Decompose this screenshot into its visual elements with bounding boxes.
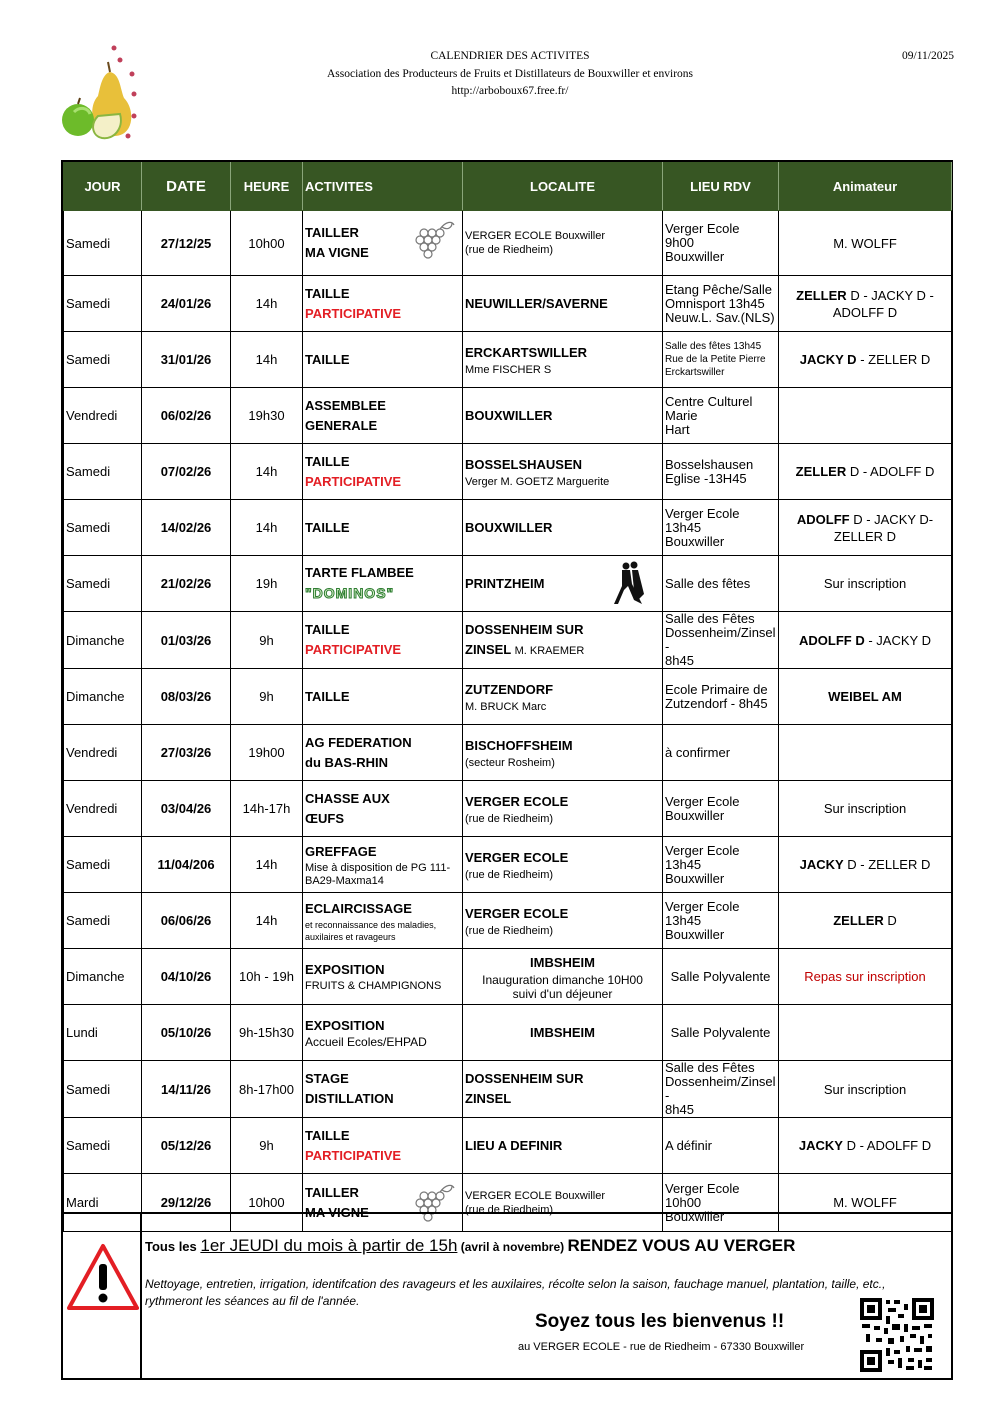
locality-cell: IMBSHEIM <box>463 1005 663 1061</box>
meeting-line: Bouxwiller <box>665 926 725 942</box>
table-row <box>64 1005 952 1061</box>
heure-cell: 14h <box>231 444 303 500</box>
activity-detail: Accueil Ecoles/EHPAD <box>305 1035 427 1049</box>
grapes-icon <box>412 217 456 263</box>
heure-cell: 14h <box>231 332 303 388</box>
animator-lead: ZELLER <box>795 464 847 479</box>
meeting-line: 10h00 <box>665 1194 702 1210</box>
locality-cell <box>463 444 663 500</box>
animator-cell <box>779 1118 952 1174</box>
date-cell: 14/02/26 <box>142 500 231 556</box>
heure-cell: 19h00 <box>231 725 303 781</box>
table-row <box>64 1061 952 1118</box>
locality-detail: (secteur Rosheim) <box>465 756 555 769</box>
locality-name: ERCKARTSWILLER <box>465 344 588 360</box>
table-row <box>64 444 952 500</box>
heure-cell: 14h <box>231 500 303 556</box>
locality-detail: (rue de Riedheim) <box>465 924 554 937</box>
document-date: 09/11/2025 <box>902 50 954 62</box>
activity-detail: et reconnaissance des maladies, auxilaires et ravageurs <box>305 919 437 942</box>
locality-cell <box>463 781 663 837</box>
activity-line: EXPOSITION <box>305 962 385 977</box>
table-header-row <box>64 163 952 211</box>
meeting-line: Verger Ecole <box>665 505 740 521</box>
animator-cell: Sur inscription <box>779 556 952 612</box>
jour-cell: Samedi <box>64 444 142 500</box>
meeting-line: Rue de la Petite Pierre <box>665 354 766 365</box>
activity-line: AG FEDERATION <box>305 734 412 750</box>
date-cell: 07/02/26 <box>142 444 231 500</box>
date-cell: 27/03/26 <box>142 725 231 781</box>
locality-cell: NEUWILLER/SAVERNE <box>463 276 663 332</box>
jour-cell: Vendredi <box>64 388 142 444</box>
meeting-line: Ecole Primaire de <box>665 681 768 697</box>
activity-cell <box>303 556 463 612</box>
locality-detail: Inauguration dimanche 10H00 <box>482 972 643 987</box>
animator-rest: - ZELLER D <box>856 352 931 367</box>
meeting-place-cell <box>663 893 779 949</box>
heure-cell: 8h-17h00 <box>231 1061 303 1118</box>
activity-line: PARTICIPATIVE <box>305 642 402 657</box>
activity-line: GENERALE <box>305 417 378 433</box>
heure-cell: 10h - 19h <box>231 949 303 1005</box>
activity-line: DISTILLATION <box>305 1091 394 1106</box>
meeting-line: Verger Ecole <box>665 793 740 809</box>
heure-cell: 19h30 <box>231 388 303 444</box>
meeting-place-cell <box>663 612 779 669</box>
animator-rest: D - ADOLFF D <box>842 1138 932 1153</box>
animator-lead: ZELLER <box>833 913 884 928</box>
animator-lead: JACKY <box>798 1138 843 1153</box>
heure-cell: 9h <box>231 612 303 669</box>
activity-cell: TAILLE <box>303 332 463 388</box>
activity-line: TAILLE <box>305 622 350 637</box>
animator-cell <box>779 725 952 781</box>
date-cell: 27/12/25 <box>142 211 231 276</box>
meeting-line: Zutzendorf - 8h45 <box>665 695 768 711</box>
meeting-place-cell <box>663 332 779 388</box>
dancers-icon <box>610 560 650 608</box>
animator-cell <box>779 500 952 556</box>
locality-name: BOSSELSHAUSEN <box>465 456 583 472</box>
animator-cell: Repas sur inscription <box>779 949 952 1005</box>
activity-cell <box>303 949 463 1005</box>
animator-rest: D - JACKY D- ZELLER D <box>833 511 934 544</box>
date-cell: 05/10/26 <box>142 1005 231 1061</box>
locality-cell <box>463 837 663 893</box>
meeting-place-cell <box>663 837 779 893</box>
locality-cell: BOUXWILLER <box>463 500 663 556</box>
locality-name: VERGER ECOLE <box>465 849 569 865</box>
activity-cell <box>303 612 463 669</box>
locality-name: VERGER ECOLE Bouxwiller <box>465 1189 605 1202</box>
activity-cell <box>303 1061 463 1118</box>
warning-icon <box>67 1242 139 1312</box>
meeting-line: Etang Pêche/Salle <box>665 281 772 297</box>
welcome-text: Soyez tous les bienvenus !! <box>535 1311 785 1332</box>
locality-detail: Verger M. GOETZ Marguerite <box>465 475 610 488</box>
meeting-line: 8h45 <box>665 653 694 668</box>
table-row <box>64 332 952 388</box>
activity-line: PARTICIPATIVE <box>305 473 402 489</box>
activity-line: PARTICIPATIVE <box>305 305 402 321</box>
locality-name: BISCHOFFSHEIM <box>465 737 573 753</box>
footer-note <box>63 1212 951 1380</box>
activity-cell <box>303 781 463 837</box>
animator-cell <box>779 332 952 388</box>
col-date: DATE <box>142 163 231 211</box>
meeting-line: 13h45 <box>665 856 702 872</box>
meeting-place-cell <box>663 1061 779 1118</box>
jour-cell: Vendredi <box>64 725 142 781</box>
locality-cell <box>463 725 663 781</box>
locality-cell <box>463 556 663 612</box>
locality-name-2: ZINSEL <box>465 641 511 657</box>
locality-detail: M. BRUCK Marc <box>465 700 547 713</box>
activity-line: PARTICIPATIVE <box>305 1147 402 1163</box>
locality-detail: M. KRAEMER <box>514 644 585 657</box>
monthly-meeting-line <box>145 1236 795 1256</box>
animator-cell <box>779 893 952 949</box>
meeting-line: Verger Ecole <box>665 898 740 914</box>
meeting-line: 8h45 <box>665 1102 694 1117</box>
activity-line: TAILLER <box>305 1184 359 1200</box>
heure-cell: 9h <box>231 669 303 725</box>
animator-cell: M. WOLFF <box>779 211 952 276</box>
activities-table <box>63 162 952 1232</box>
jour-cell: Samedi <box>64 556 142 612</box>
table-row <box>64 725 952 781</box>
date-cell: 29/12/26 <box>142 1174 231 1232</box>
meeting-line: Salle des Fêtes <box>665 611 755 626</box>
document-title: CALENDRIER DES ACTIVITES <box>430 50 590 62</box>
animator-cell <box>779 276 952 332</box>
activity-cell <box>303 1005 463 1061</box>
activity-line: GREFFAGE <box>305 843 377 859</box>
activity-line: ECLAIRCISSAGE <box>305 900 412 916</box>
meeting-place-cell <box>663 211 779 276</box>
locality-cell <box>463 612 663 669</box>
date-cell: 03/04/26 <box>142 781 231 837</box>
jour-cell: Samedi <box>64 1061 142 1118</box>
meeting-place-cell <box>663 781 779 837</box>
meeting-line: Bosselshausen <box>665 456 754 472</box>
col-jour: JOUR <box>64 163 142 211</box>
locality-detail: (rue de Riedheim) <box>465 1203 554 1216</box>
document-header <box>0 48 992 101</box>
table-row <box>64 388 952 444</box>
activity-cell <box>303 388 463 444</box>
jour-cell: Samedi <box>64 276 142 332</box>
animator-rest: D - ZELLER D <box>843 857 931 872</box>
activity-cell <box>303 444 463 500</box>
meeting-line: Eglise -13H45 <box>665 470 747 486</box>
animator-cell <box>779 669 952 725</box>
animator-cell: M. WOLFF <box>779 1174 952 1232</box>
activity-line: TAILLE <box>305 453 350 469</box>
animator-lead: ZELLER <box>796 287 847 303</box>
date-cell: 04/10/26 <box>142 949 231 1005</box>
animator-rest: D - JACKY D - ADOLFF D <box>832 287 934 320</box>
activity-cell <box>303 837 463 893</box>
meeting-line: Centre Culturel Marie <box>665 393 753 423</box>
date-cell: 24/01/26 <box>142 276 231 332</box>
animator-rest: - JACKY D <box>864 632 931 648</box>
meeting-line: Omnisport 13h45 <box>665 295 765 311</box>
locality-detail: (rue de Riedheim) <box>465 812 554 825</box>
meeting-line: Verger Ecole <box>665 1180 740 1196</box>
jour-cell: Vendredi <box>64 781 142 837</box>
meeting-place-cell <box>663 669 779 725</box>
table-row <box>64 949 952 1005</box>
meeting-line: 9h00 <box>665 235 694 250</box>
locality-name: VERGER ECOLE <box>465 905 569 921</box>
meeting-line: Bouxwiller <box>665 533 725 549</box>
locality-cell: BOUXWILLER <box>463 388 663 444</box>
activity-line: MA VIGNE <box>305 245 369 260</box>
date-cell: 11/04/206 <box>142 837 231 893</box>
locality-detail-2: suivi d'un déjeuner <box>512 986 613 1001</box>
animator-lead: ADOLFF D <box>799 632 865 648</box>
address-text: au VERGER ECOLE - rue de Riedheim - 67330 Bouxwiller <box>518 1341 805 1353</box>
date-cell: 06/02/26 <box>142 388 231 444</box>
table-row <box>64 556 952 612</box>
meeting-place-cell: A définir <box>663 1118 779 1174</box>
animator-cell <box>779 837 952 893</box>
activity-cell <box>303 276 463 332</box>
table-row <box>64 893 952 949</box>
activity-cell <box>303 725 463 781</box>
activity-line: MA VIGNE <box>305 1204 369 1220</box>
meeting-line: 13h45 <box>665 519 702 535</box>
activity-cell <box>303 893 463 949</box>
table-row <box>64 500 952 556</box>
locality-name: ZUTZENDORF <box>465 681 554 697</box>
heure-cell: 10h00 <box>231 1174 303 1232</box>
meeting-line: Bouxwiller <box>665 870 725 886</box>
animator-lead: JACKY <box>799 857 844 872</box>
meeting-line: Salle des fêtes 13h45 <box>665 341 762 352</box>
meeting-line: Verger Ecole <box>665 842 740 858</box>
animator-lead: ADOLFF <box>796 511 850 527</box>
animator-lead: WEIBEL AM <box>828 689 902 704</box>
activity-cell: TAILLE <box>303 669 463 725</box>
table-row <box>64 1118 952 1174</box>
qr-code-icon[interactable] <box>860 1298 934 1372</box>
locality-name: PRINTZHEIM <box>465 575 545 591</box>
locality-cell <box>463 332 663 388</box>
animator-cell <box>779 612 952 669</box>
meeting-line: Salle des Fêtes <box>665 1060 755 1075</box>
activity-line: ŒUFS <box>305 810 344 826</box>
meeting-line: Verger Ecole <box>665 221 740 236</box>
activity-cell: TAILLE <box>303 500 463 556</box>
activity-line: CHASSE AUX <box>305 790 390 806</box>
meeting-line: Bouxwiller <box>665 1208 725 1224</box>
date-cell: 01/03/26 <box>142 612 231 669</box>
locality-cell <box>463 949 663 1005</box>
meeting-place-cell: Salle des fêtes <box>663 556 779 612</box>
association-name: Association des Producteurs de Fruits et Distillateurs de Bouxwiller et environs <box>326 67 694 80</box>
meeting-place-cell <box>663 276 779 332</box>
meeting-line: Dossenheim/Zinsel - <box>665 625 776 654</box>
jour-cell: Samedi <box>64 893 142 949</box>
heure-cell: 9h <box>231 1118 303 1174</box>
note-highlight: 1er JEUDI du mois à partir de 15h <box>200 1236 458 1255</box>
activity-cell <box>303 211 463 276</box>
locality-detail: (rue de Riedheim) <box>465 868 554 881</box>
activity-line: TAILLE <box>305 1127 350 1143</box>
meeting-line: Erckartswiller <box>665 367 725 378</box>
animator-cell <box>779 388 952 444</box>
animator-rest: D <box>883 913 897 928</box>
jour-cell: Samedi <box>64 332 142 388</box>
activity-cell <box>303 1118 463 1174</box>
locality-cell <box>463 211 663 276</box>
meeting-place-cell <box>663 388 779 444</box>
date-cell: 21/02/26 <box>142 556 231 612</box>
col-activites: ACTIVITES <box>303 163 463 211</box>
meeting-place-cell: à confirmer <box>663 725 779 781</box>
heure-cell: 9h-15h30 <box>231 1005 303 1061</box>
col-lieu-rdv: LIEU RDV <box>663 163 779 211</box>
activity-line: "DOMINOS" <box>305 585 395 601</box>
table-row <box>64 276 952 332</box>
locality-cell <box>463 669 663 725</box>
animator-rest: D - ADOLFF D <box>846 464 935 479</box>
meeting-line: Bouxwiller <box>665 807 725 823</box>
date-cell: 06/06/26 <box>142 893 231 949</box>
heure-cell: 10h00 <box>231 211 303 276</box>
meeting-line: 13h45 <box>665 912 702 928</box>
col-animateur: Animateur <box>779 163 952 211</box>
jour-cell: Mardi <box>64 1174 142 1232</box>
animator-cell <box>779 1005 952 1061</box>
locality-cell: LIEU A DEFINIR <box>463 1118 663 1174</box>
locality-name: DOSSENHEIM SUR <box>465 1071 584 1086</box>
heure-cell: 14h <box>231 893 303 949</box>
jour-cell: Samedi <box>64 1118 142 1174</box>
note-description: Nettoyage, entretien, irrigation, identifcation des ravageurs et les auxilaires, récolte selon la saison, fauchage manuel, plantation, taille, etc., rythmeront les séances au fil de l'année. <box>145 1277 886 1308</box>
locality-name: VERGER ECOLE <box>465 793 569 809</box>
animator-cell: Sur inscription <box>779 781 952 837</box>
activity-line: ASSEMBLEE <box>305 397 386 413</box>
table-row <box>64 669 952 725</box>
locality-name: IMBSHEIM <box>530 954 595 970</box>
locality-name: DOSSENHEIM SUR <box>465 621 584 637</box>
jour-cell: Samedi <box>64 211 142 276</box>
table-row <box>64 837 952 893</box>
animator-cell: Sur inscription <box>779 1061 952 1118</box>
locality-detail: (rue de Riedheim) <box>465 244 554 256</box>
jour-cell: Dimanche <box>64 949 142 1005</box>
activity-line: STAGE <box>305 1071 349 1086</box>
meeting-place-cell: Salle Polyvalente <box>663 949 779 1005</box>
activity-line: TAILLER <box>305 225 359 240</box>
jour-cell: Dimanche <box>64 669 142 725</box>
date-cell: 31/01/26 <box>142 332 231 388</box>
meeting-line: Hart <box>665 421 690 437</box>
table-row <box>64 211 952 276</box>
animator-cell <box>779 444 952 500</box>
note-divider <box>140 1214 142 1380</box>
meeting-place-cell: Salle Polyvalente <box>663 1005 779 1061</box>
heure-cell: 14h <box>231 276 303 332</box>
locality-name: VERGER ECOLE Bouxwiller <box>465 230 605 242</box>
locality-detail: Mme FISCHER S <box>465 363 552 376</box>
col-localite: LOCALITE <box>463 163 663 211</box>
activity-line: TARTE FLAMBEE <box>305 565 414 580</box>
heure-cell: 19h <box>231 556 303 612</box>
locality-cell <box>463 1061 663 1118</box>
activity-detail: FRUITS & CHAMPIGNONS <box>305 980 442 992</box>
meeting-line: Bouxwiller <box>665 249 725 264</box>
note-text: Tous les <box>145 1239 201 1254</box>
jour-cell: Samedi <box>64 837 142 893</box>
activity-line: EXPOSITION <box>305 1018 385 1033</box>
date-cell: 08/03/26 <box>142 669 231 725</box>
website-url[interactable]: http://arboboux67.free.fr/ <box>451 85 569 97</box>
table-row <box>64 612 952 669</box>
heure-cell: 14h <box>231 837 303 893</box>
locality-cell <box>463 893 663 949</box>
date-cell: 05/12/26 <box>142 1118 231 1174</box>
activity-detail: Mise à disposition de PG 111-BA29-Maxma14 <box>305 861 451 887</box>
heure-cell: 14h-17h <box>231 781 303 837</box>
meeting-place-cell <box>663 444 779 500</box>
note-rdv: RENDEZ VOUS AU VERGER <box>567 1236 796 1255</box>
jour-cell: Samedi <box>64 500 142 556</box>
jour-cell: Dimanche <box>64 612 142 669</box>
activity-line: du BAS-RHIN <box>305 754 389 770</box>
note-period: (avril à novembre) <box>457 1240 568 1254</box>
meeting-line: Neuw.L. Sav.(NLS) <box>665 309 775 325</box>
activity-line: TAILLE <box>305 285 350 301</box>
meeting-place-cell <box>663 500 779 556</box>
locality-name-2: ZINSEL <box>465 1091 512 1106</box>
date-cell: 14/11/26 <box>142 1061 231 1118</box>
meeting-line: Dossenheim/Zinsel - <box>665 1074 776 1103</box>
jour-cell: Lundi <box>64 1005 142 1061</box>
col-heure: HEURE <box>231 163 303 211</box>
table-row <box>64 781 952 837</box>
animator-lead: JACKY D <box>799 352 857 367</box>
